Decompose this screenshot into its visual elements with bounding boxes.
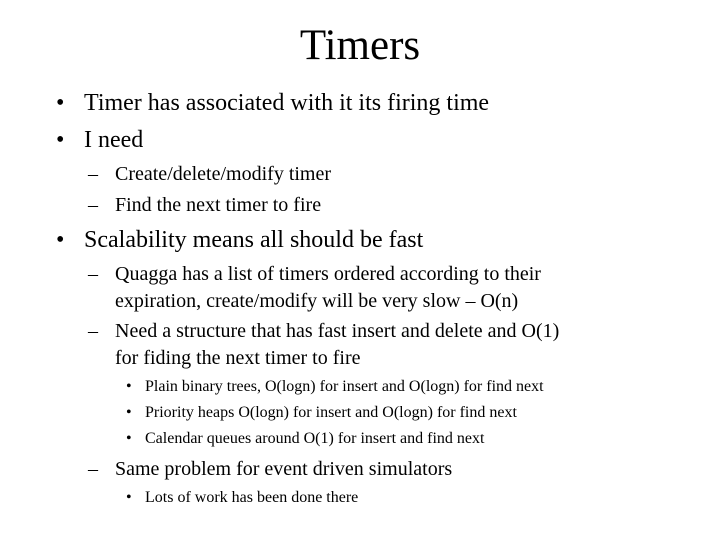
dash-marker: – [88,458,98,480]
sub-bullet-text: Find the next timer to fire [115,194,322,216]
sub-sub-bullet-text: Priority heaps O(logn) for insert and O(logn) for find next [145,404,517,421]
slide-title: Timers [299,22,421,69]
bullet-text: I need [84,127,144,153]
bullet-marker: • [56,127,65,153]
sub-bullet-text: Create/delete/modify timer [115,163,332,185]
bullet-marker: • [126,489,132,506]
sub-bullet-text-cont: for fiding the next timer to fire [115,347,361,369]
sub-sub-bullet-text: Calendar queues around O(1) for insert and find next [145,430,485,447]
bullet-marker: • [56,90,65,116]
sub-bullet-text: Need a structure that has fast insert and delete and O(1) [115,320,560,342]
bullet-marker: • [126,378,132,395]
bullet-marker: • [126,430,132,447]
dash-marker: – [88,263,98,285]
bullet-marker: • [56,227,65,253]
sub-sub-bullet-text: Plain binary trees, O(logn) for insert and O(logn) for find next [145,378,544,395]
dash-marker: – [88,194,98,216]
dash-marker: – [88,163,98,185]
bullet-text: Scalability means all should be fast [84,227,424,253]
sub-bullet-text: Quagga has a list of timers ordered according to their [115,263,541,285]
bullet-text: Timer has associated with it its firing time [84,90,490,116]
sub-bullet-text-cont: expiration, create/modify will be very slow – O(n) [115,290,519,312]
dash-marker: – [88,320,98,342]
sub-sub-bullet-text: Lots of work has been done there [145,489,359,506]
sub-bullet-continuation [115,287,518,315]
sub-bullet-text: Same problem for event driven simulators [115,458,453,480]
bullet-marker: • [126,404,132,421]
sub-bullet-continuation [115,344,360,372]
